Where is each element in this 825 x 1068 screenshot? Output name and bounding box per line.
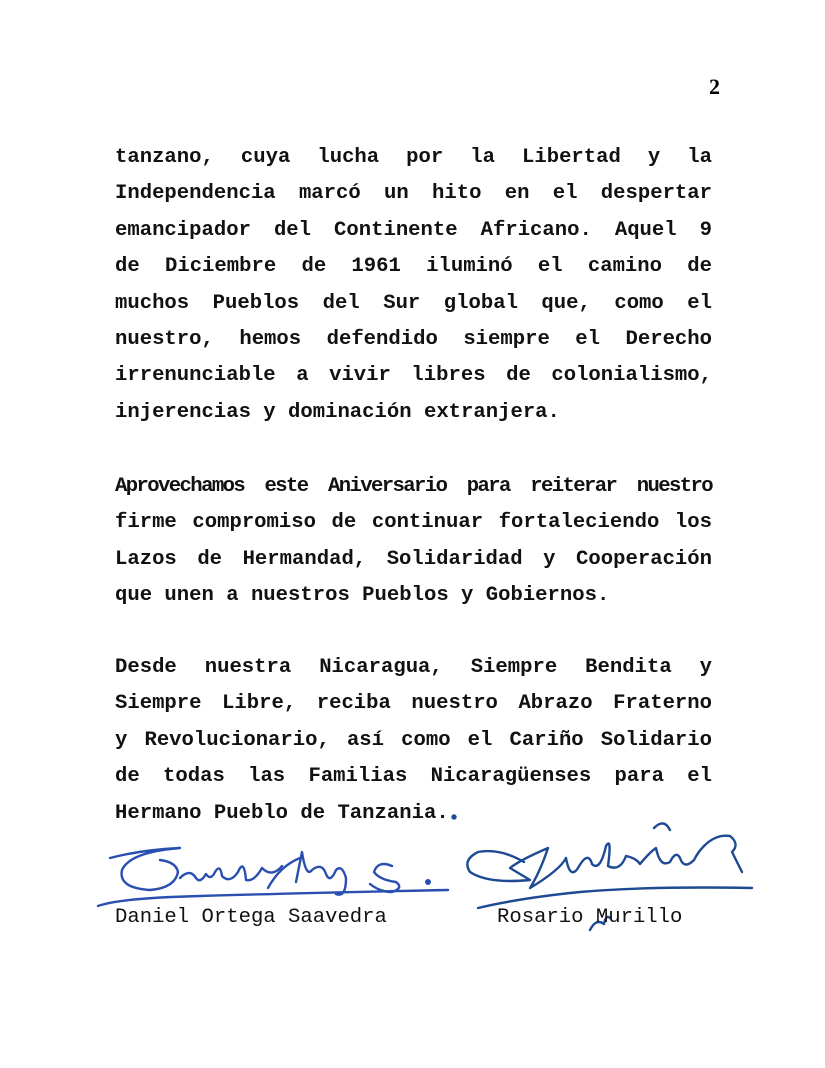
signature-ortega-icon bbox=[98, 848, 448, 906]
text-line: de todas las Familias Nicaragüenses para el bbox=[115, 765, 712, 789]
text-line: tanzano, cuya lucha por la Libertad y la bbox=[115, 146, 712, 169]
text-line: Lazos de Hermandad, Solidaridad y Cooperación bbox=[115, 547, 712, 571]
text-line: injerencias y dominación extranjera. bbox=[115, 400, 560, 424]
page-number: 2 bbox=[709, 74, 720, 99]
text-line: irrenunciable a vivir libres de colonialismo, bbox=[115, 364, 712, 388]
text-line: muchos Pueblos del Sur global que, como el bbox=[115, 291, 712, 315]
text-line: de Diciembre de 1961 iluminó el camino de bbox=[115, 255, 712, 279]
signatory-name-ortega: Daniel Ortega Saavedra bbox=[115, 906, 387, 929]
text-line: Siempre Libre, reciba nuestro Abrazo Fraterno bbox=[115, 692, 712, 716]
text-line: Independencia marcó un hito en el despertar bbox=[115, 182, 712, 206]
text-line: que unen a nuestros Pueblos y Gobiernos. bbox=[115, 584, 610, 608]
text-line: nuestro, hemos defendido siempre el Derecho bbox=[115, 327, 712, 351]
text-line: y Revolucionario, así como el Cariño Solidario bbox=[115, 728, 712, 752]
paragraph-tribute bbox=[115, 140, 712, 431]
text-line: emancipador del Continente Africano. Aquel 9 bbox=[115, 218, 712, 242]
text-line: Aprovechamos este Aniversario para reiterar nuestro bbox=[115, 475, 712, 498]
signatory-name-murillo: Rosario Murillo bbox=[497, 906, 683, 929]
paragraph-commitment bbox=[115, 469, 712, 615]
paragraph-greeting bbox=[115, 650, 712, 832]
text-line: Hermano Pueblo de Tanzania. bbox=[115, 801, 449, 825]
text-line: firme compromiso de continuar fortaleciendo los bbox=[115, 511, 712, 535]
text-line: Desde nuestra Nicaragua, Siempre Bendita y bbox=[115, 656, 712, 679]
